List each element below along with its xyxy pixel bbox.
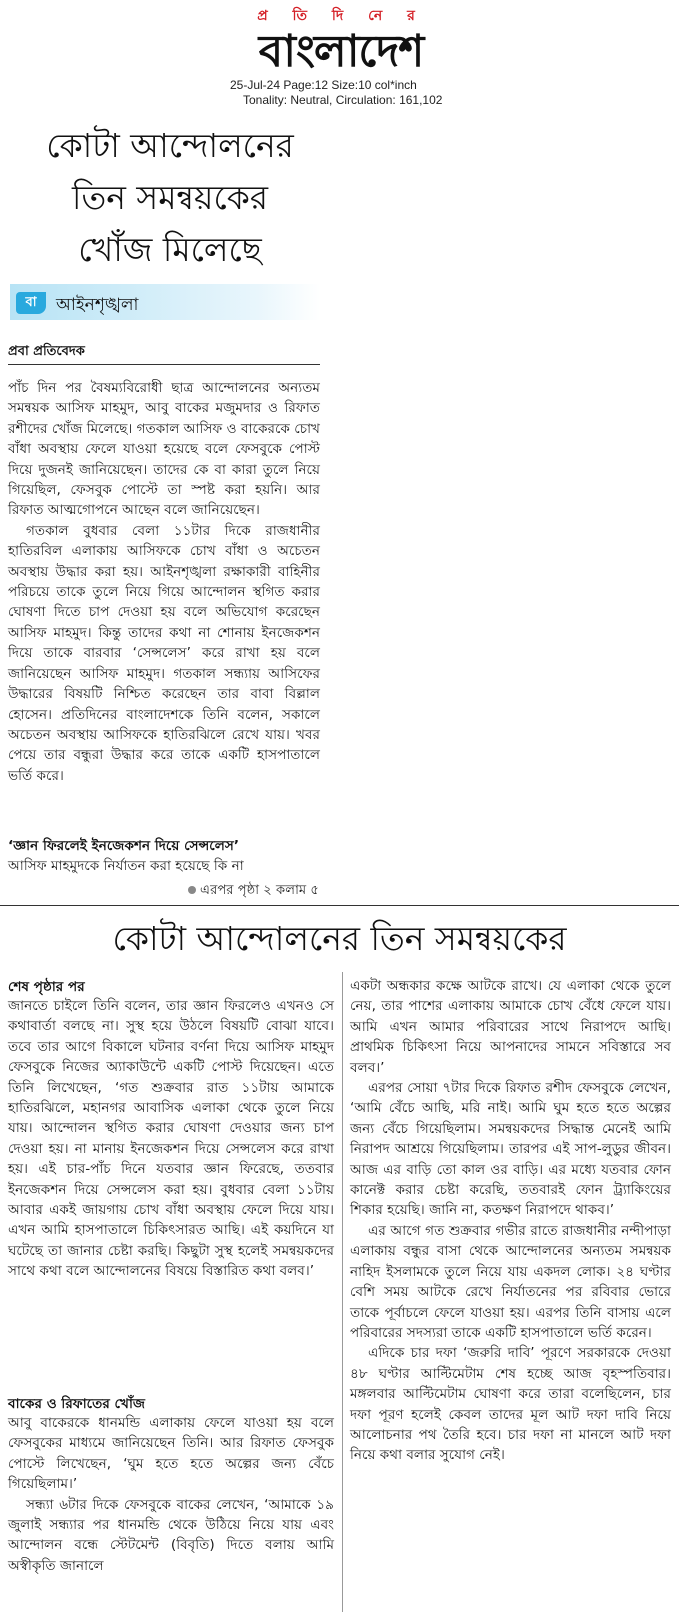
- section-badge-icon: বা: [16, 292, 46, 314]
- continuation-paragraph: আবু বাকেরকে ধানমন্ডি এলাকায় ফেলে যাওয়া হয় বলে ফেসবুকের মাধ্যমে জানিয়েছেন তিনি। আর রিফাত ফেসবুক পোস্টে লিখেছেন, ‘ঘুম হতে হতে অল্পের জন্য বেঁচে গিয়েছিলাম।’: [8, 1415, 334, 1493]
- continuation-paragraph: এদিকে চার দফা ‘জরুরি দাবি’ পূরণে সরকারকে দেওয়া ৪৮ ঘণ্টার আল্টিমেটাম শেষ হচ্ছে আজ বৃহস্পতিবার। মঙ্গলবার আল্টিমেটাম ঘোষণা করে তারা বলেছিলেন, চার দফা পূরণ হলেই কেবল তাদের মূল আট দফা দাবি নিয়ে আলোচনার পথ তৈরি হবে। চার দফা না মানলে আট দফা নিয়ে কথা বলার সুযোগ নেই।: [350, 1345, 671, 1464]
- clipping-meta-date: 25-Jul-24 Page:12 Size:10 col*inch: [230, 78, 417, 92]
- article-headline: [20, 120, 320, 276]
- article-paragraph: পাঁচ দিন পর বৈষম্যবিরোধী ছাত্র আন্দোলনের অন্যতম সমন্বয়ক আসিফ মাহমুদ, আবু বাকের মজুমদার ও রিফাত রশীদের খোঁজ মিলেছে। গতকাল আসিফ ও বাকেরকে চোখ বাঁধা অবস্থায় ফেলে যাওয়া হয়েছে বলে ফেসবুকে পোস্ট দিয়ে দুজনই জানিয়েছেন। তাদের কে বা কারা তুলে নিয়ে গিয়েছিল, ফেসবুক পোস্টে তা স্পষ্ট করা হয়নি। আর রিফাত আত্মগোপনে আছেন বলে জানিয়েছেন।: [8, 380, 320, 519]
- continuation-paragraph: একটা অন্ধকার কক্ষে আটকে রাখে। যে এলাকা থেকে তুলে নেয়, তার পাশের এলাকায় আমাকে চোখ বেঁধে ফেলে যায়। আমি এখন আমার পরিবারের সাথে নিরাপদে আছি। প্রাথমিক চিকিৎসা নিয়ে আপনাদের সামনে সবিস্তারে সব বলব।’: [350, 978, 671, 1076]
- article-body: [8, 378, 320, 786]
- continuation-subhead: বাকের ও রিফাতের খোঁজ: [8, 1396, 146, 1412]
- byline: প্রবা প্রতিবেদক: [8, 344, 85, 359]
- masthead-small-title: প্র তি দি নে র: [257, 8, 425, 24]
- continuation-paragraph: এর আগে গত শুক্রবার গভীর রাতে রাজধানীর নন্দীপাড়া এলাকায় বন্ধুর বাসা থেকে আন্দোলনের অন্যতম সমন্বয়ক নাহিদ ইসলামকে তুলে নিয়ে যায় একদল লোক। ২৪ ঘণ্টার বেশি সময় আটকে রেখে নির্যাতনের পর রবিবার ভোরে তাকে পূর্বাচলে ফেলে যাওয়া হয়। এরপর তিনি বাসায় এলে পরিবারের সদস্যরা তাকে একটি হাসপাতালে ভর্তি করেন।: [350, 1222, 671, 1341]
- jump-text: এরপর পৃষ্ঠা ২ কলাম ৫: [200, 883, 319, 898]
- continuation-paragraph: সন্ধ্যা ৬টার দিকে ফেসবুকে বাকের লেখেন, ‘আমাকে ১৯ জুলাই সন্ধ্যার পর ধানমন্ডি থেকে উঠিয়ে নিয়ে যায় এবং আন্দোলন বন্ধে স্টেটমেন্ট (বিবৃতি) দিতে বলায় আমি অস্বীকৃতি জানালে: [8, 1496, 334, 1574]
- continuation-paragraph: জানতে চাইলে তিনি বলেন, তার জ্ঞান ফিরলেও এখনও সে কথাবার্তা বলছে না। সুস্থ হয়ে উঠলে বিষয়টি বোঝা যাবে। তবে তার আগে বিকালে ঘটনার বর্ণনা দিয়ে আসিফ মাহমুদ ফেসবুকে নিজের অ্যাকাউন্টে একটি পোস্ট দিয়েছেন। এতে তিনি লিখেছেন, ‘গত শুক্রবার রাত ১১টায় আমাকে হাতিরঝিলে, মহানগর আবাসিক এলাকা থেকে তুলে নিয়ে যায়। আন্দোলন স্থগিত করার ঘোষণা দেওয়ার জন্য চাপ দেওয়া হয়। না মানায় ইনজেকশন দিয়ে সেন্সলেস করে রাখা হয়। এই চার-পাঁচ দিনে যতবার জ্ঞান ফিরেছে, ততবার ইনজেকশন দিয়ে সেন্সলেস করা হয়। বুধবার বেলা ১১টায় আবার একই জায়গায় চোখ বাঁধা অবস্থায় ফেলে দিয়ে যায়। এখন আমি হাসপাতালে চিকিৎসারত আছি। এই কয়দিনে যা ঘটেছে তা জানার চেষ্টা করছি। কিছুটা সুস্থ হলেই সমন্বয়কদের সাথে কথা বলে আন্দোলনের বিষয়ে বিস্তারিত কথা বলব।’: [8, 998, 334, 1280]
- continuation-left-body: [8, 996, 334, 1282]
- headline-line-3: খোঁজ মিলেছে: [78, 230, 262, 269]
- continuation-left-body-2: [8, 1413, 334, 1576]
- article-paragraph-after-subhead: আসিফ মাহমুদকে নির্যাতন করা হয়েছে কি না: [8, 858, 244, 874]
- clipping-meta-tonality: Tonality: Neutral, Circulation: 161,102: [243, 93, 443, 107]
- continuation-headline: কোটা আন্দোলনের তিন সমন্বয়কের: [112, 919, 567, 958]
- headline-line-1: কোটা আন্দোলনের: [46, 126, 294, 165]
- continuation-paragraph: এরপর সোয়া ৭টার দিকে রিফাত রশীদ ফেসবুকে লেখেন, ‘আমি বেঁচে আছি, মরি নাই। আমি ঘুম হতে হতে অল্পের জন্য বেঁচে গিয়েছিলাম। সমন্বয়কদের সিদ্ধান্ত মেনেই আমি নিরাপদ আশ্রয়ে গিয়েছিলাম। তারপর এই সাপ-লুডুর জীবন। আজ এর বাড়ি তো কাল ওর বাড়ি। এর মধ্যে যতবার ফোন কানেক্ট করার চেষ্টা করেছি, ততবারই ফোন ট্র্যাকিংয়ের শিকার হয়েছি। জানি না, কতক্ষণ নিরাপদে থাকব।’: [350, 1080, 671, 1219]
- section-label: আইনশৃঙ্খলা: [56, 295, 139, 315]
- newspaper-logo: বাংলাদেশ: [258, 26, 424, 77]
- continuation-right-body: [350, 976, 671, 1466]
- masthead: [0, 0, 679, 110]
- jump-line: [188, 880, 319, 902]
- column-divider: [342, 972, 343, 1612]
- section-divider: [0, 905, 679, 906]
- continuation-label: শেষ পৃষ্ঠার পর: [8, 979, 85, 995]
- byline-divider: [8, 364, 320, 365]
- bullet-icon: [188, 886, 196, 894]
- headline-line-2: তিন সমন্বয়কের: [72, 178, 268, 217]
- article-subhead: ‘জ্ঞান ফিরলেই ইনজেকশন দিয়ে সেন্সলেস’: [8, 838, 240, 854]
- article-paragraph: গতকাল বুধবার বেলা ১১টার দিকে রাজধানীর হাতিরবিল এলাকায় আসিফকে চোখ বাঁধা ও অচেতন অবস্থায় উদ্ধার করা হয়। আইনশৃঙ্খলা রক্ষাকারী বাহিনীর পরিচয়ে তাকে তুলে নিয়ে গিয়ে আন্দোলন স্থগিত করার ঘোষণা দিতে চাপ দেওয়া হয় বলে অভিযোগ করেছেন আসিফ মাহমুদ। কিন্তু তাদের কথা না শোনায় ইনজেকশন দিয়ে তাকে বারবার ‘সেন্সলেস’ করে রাখা হয় বলে জানিয়েছেন আসিফ মাহমুদ। গতকাল সন্ধ্যায় আসিফের উদ্ধারের বিষয়টি নিশ্চিত করেছেন তার বাবা বিল্লাল হোসেন। প্রতিদিনের বাংলাদেশকে তিনি বলেন, সকালে অচেতন অবস্থায় আসিফকে হাতিরঝিলে রেখে যায়। খবর পেয়ে তার বন্ধুরা উদ্ধার করে তাকে একটি হাসপাতালে ভর্তি করে।: [8, 522, 320, 784]
